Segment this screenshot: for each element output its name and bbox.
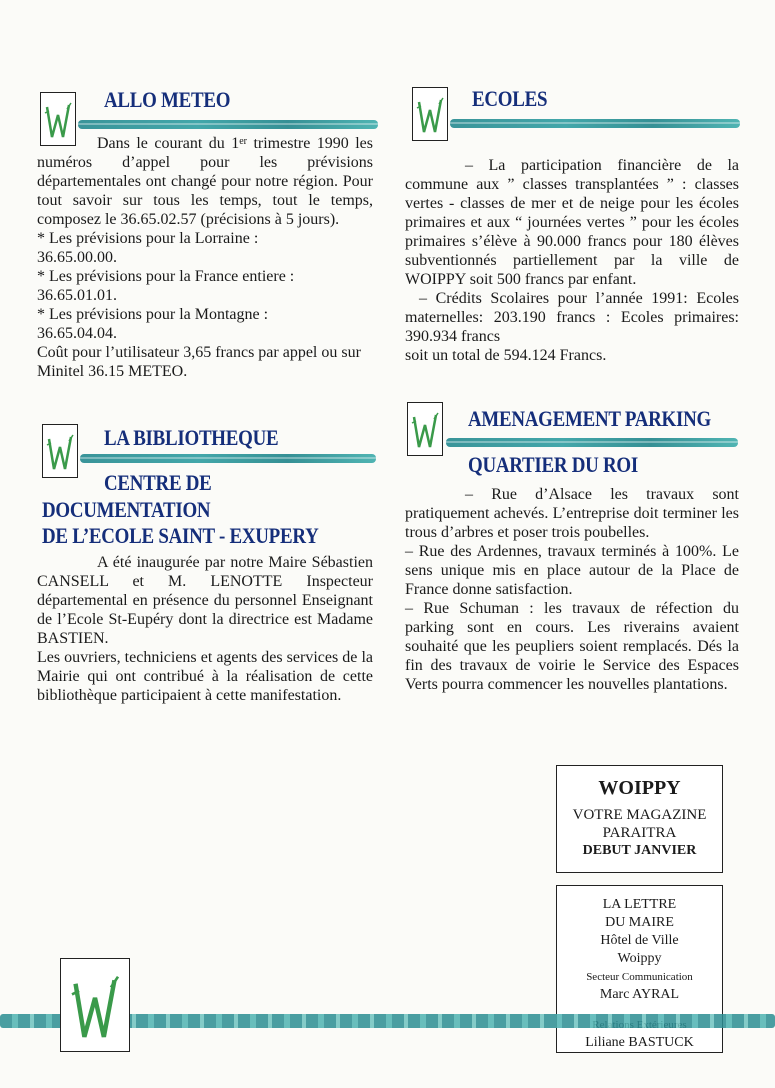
allo-meteo-intro: Dans le courant du 1 [97,135,240,152]
box-secteur-communication: Secteur Communication [586,971,693,983]
allo-meteo-intro-rest: trimestre 1990 les numéros d’appel pour les prévisions départementales ont changé pour notre région. Pour tout savoir sur tous les temps, tout le temps, composez le 36.65.02.57 (précisions à 5 jours). [37,135,373,228]
w-logo-icon [407,402,443,456]
bibliotheque-body [37,553,373,705]
ecoles-paragraph-2: – Crédits Scolaires pour l’année 1991: Ecoles maternelles: 203.190 francs : Ecoles primaires: 390.934 francs [405,290,739,345]
parking-body [405,485,739,694]
box-woippy: WOIPPY [598,777,681,799]
forecast-lorraine-number: 36.65.00.00. [37,249,117,266]
box-hotel-de-ville: Hôtel de Ville [600,933,679,948]
superscript: er [239,136,247,147]
section-title-ecoles: ECOLES [472,86,548,111]
box-du-maire: DU MAIRE [605,915,674,930]
box-votre-magazine: VOTRE MAGAZINE [572,807,707,823]
magazine-notice-box [556,765,723,873]
forecast-montagne-number: 36.65.04.04. [37,325,117,342]
section-title-bibliotheque: LA BIBLIOTHEQUE [104,425,279,450]
parking-paragraph-2: – Rue des Ardennes, travaux terminés à 100%. Le sens unique mis en place autour de la Place de France donne satisfaction. [405,543,739,598]
parking-paragraph-3: – Rue Schuman : les travaux de réfection du parking sont en cours. Les riverains avaient souhaité que les peupliers soient remplacés. Dés la fin des travaux de voirie le Service des Espaces Verts pourra commencer les nouvelles plantations. [405,600,739,693]
box-woippy-city: Woippy [617,951,662,966]
subtitle-ecole: DE L’ECOLE SAINT - EXUPERY [42,523,319,548]
section-title-allo-meteo: ALLO METEO [104,87,231,112]
subtitle-centre: CENTRE DE [104,470,212,495]
title-underline [446,438,738,447]
forecast-lorraine-label: * Les prévisions pour la Lorraine : [37,230,259,247]
w-logo-icon [42,424,78,478]
ecoles-paragraph-1: – La participation financière de la commune aux ” classes transplantées ” : classes vertes - classes de mer et de neige pour les écoles primaires et aux “ journées vertes ” pour les écoles primaires s’élève à 90.000 francs pour 180 élèves subventionnés partiellement par la ville de WOIPPY soit 500 francs par enfant. [405,157,739,288]
ecoles-paragraph-3: soit un total de 594.124 Francs. [405,347,607,364]
box-paraitra: PARAITRA [602,825,677,841]
section-title-parking: AMENAGEMENT PARKING [468,406,711,431]
box-marc-ayral: Marc AYRAL [599,987,680,1002]
box-la-lettre: LA LETTRE [602,897,677,912]
title-underline [78,120,378,129]
title-underline [80,454,376,463]
box-debut-janvier: DEBUT JANVIER [582,843,697,858]
allo-meteo-body [37,134,373,381]
forecast-france-label: * Les prévisions pour la France entiere : [37,268,295,285]
subtitle-quartier: QUARTIER DU ROI [468,452,638,477]
bibliotheque-paragraph-2: Les ouvriers, techniciens et agents des services de la Mairie qui ont contribué à la réalisation de cette bibliothèque participaient à cette manifestation. [37,649,373,704]
subtitle-documentation: DOCUMENTATION [42,497,211,522]
forecast-montagne-label: * Les prévisions pour la Montagne : [37,306,269,323]
box-liliane-bastuck: Liliane BASTUCK [585,1035,694,1050]
parking-paragraph-1: – Rue d’Alsace les travaux sont pratiquement achevés. L’entreprise doit terminer les trous d’arbres et poser trois poubelles. [405,486,739,541]
ecoles-body [405,156,739,365]
title-underline [450,119,740,128]
w-logo-icon [412,87,448,141]
w-logo-icon [60,958,130,1052]
bibliotheque-paragraph-1: A été inaugurée par notre Maire Sébastien CANSELL et M. LENOTTE Inspecteur départemental en présence du personnel Enseignant de l’Ecole St-Eupéry dont la directrice est Madame BASTIEN. [37,554,373,647]
cost-text: Coût pour l’utilisateur 3,65 francs par appel ou sur Minitel 36.15 METEO. [37,344,361,380]
forecast-france-number: 36.65.01.01. [37,287,117,304]
